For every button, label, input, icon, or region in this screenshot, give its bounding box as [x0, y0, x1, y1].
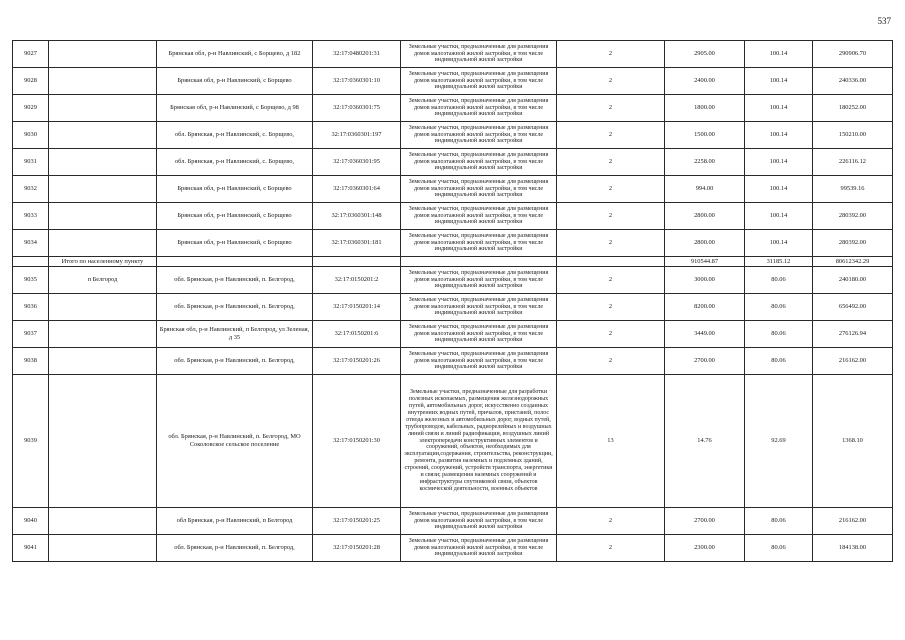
- land-use-cell: Земельные участки, предназначенные для размещения домов малоэтажной жилой застройки, в том числе индивидуальной жилой застройки: [401, 203, 557, 230]
- use-group-cell: 2: [557, 122, 665, 149]
- table-row: [13, 203, 893, 230]
- cadastral-number-cell: 32:17:0150201:26: [313, 348, 401, 375]
- address-cell: обл. Брянская, р-н Навлинский, с. Борщево,: [157, 149, 313, 176]
- total-empty-cell: [157, 257, 313, 267]
- locality-cell: [49, 95, 157, 122]
- address-cell: обл. Брянская, р-н Навлинский, п. Белгород, МО Соколовское сельское поселение: [157, 375, 313, 508]
- locality-cell: [49, 230, 157, 257]
- address-cell: обл Брянская, р-н Навлинский, п Белгород: [157, 508, 313, 535]
- table-row: [13, 95, 893, 122]
- cadastral-number-cell: 32:17:0360301:181: [313, 230, 401, 257]
- cadastral-number-cell: 32:17:0360301:197: [313, 122, 401, 149]
- area-cell: 2800.00: [665, 203, 745, 230]
- use-group-cell: 2: [557, 203, 665, 230]
- land-use-cell: Земельные участки, предназначенные для размещения домов малоэтажной жилой застройки, в том числе индивидуальной жилой застройки: [401, 230, 557, 257]
- address-cell: обл. Брянская, р-н Навлинский, п. Белгород,: [157, 535, 313, 562]
- address-cell: Брянская обл, р-н Навлинский, с Борщево: [157, 68, 313, 95]
- locality-cell: [49, 122, 157, 149]
- cadastral-number-cell: 32:17:0360301:64: [313, 176, 401, 203]
- specific-value-cell: 80.06: [745, 508, 813, 535]
- address-cell: Брянская обл, р-н Навлинский, п Белгород, ул Зеленая, д 35: [157, 321, 313, 348]
- area-cell: 3449.00: [665, 321, 745, 348]
- cadastral-number-cell: 32:17:0360301:75: [313, 95, 401, 122]
- total-label: Итого по населенному пункту: [49, 257, 157, 267]
- specific-value-cell: 100.14: [745, 203, 813, 230]
- locality-cell: [49, 149, 157, 176]
- locality-cell: п Белгород: [49, 267, 157, 294]
- cadastral-value-cell: 150210.00: [813, 122, 893, 149]
- use-group-cell: 2: [557, 149, 665, 176]
- specific-value-cell: 80.06: [745, 348, 813, 375]
- cadastral-number-cell: 32:17:0480201:31: [313, 41, 401, 68]
- cadastral-value-cell: 180252.00: [813, 95, 893, 122]
- total-num-cell: [13, 257, 49, 267]
- row-number: 9027: [13, 41, 49, 68]
- total-empty-cell: [401, 257, 557, 267]
- cadastral-value-cell: 290906.70: [813, 41, 893, 68]
- cadastral-number-cell: 32:17:0150201:25: [313, 508, 401, 535]
- row-number: 9034: [13, 230, 49, 257]
- row-number: 9030: [13, 122, 49, 149]
- locality-cell: [49, 535, 157, 562]
- specific-value-cell: 80.06: [745, 321, 813, 348]
- specific-value-cell: 100.14: [745, 95, 813, 122]
- row-number: 9040: [13, 508, 49, 535]
- use-group-cell: 13: [557, 375, 665, 508]
- cadastral-value-cell: 1368.10: [813, 375, 893, 508]
- use-group-cell: 2: [557, 41, 665, 68]
- address-cell: Брянская обл, р-н Навлинский, с Борщево, д 98: [157, 95, 313, 122]
- land-use-cell: Земельные участки, предназначенные для размещения домов малоэтажной жилой застройки, в том числе индивидуальной жилой застройки: [401, 122, 557, 149]
- specific-value-cell: 100.14: [745, 176, 813, 203]
- specific-value-cell: 80.06: [745, 535, 813, 562]
- land-use-cell: Земельные участки, предназначенные для размещения домов малоэтажной жилой застройки, в том числе индивидуальной жилой застройки: [401, 348, 557, 375]
- row-number: 9031: [13, 149, 49, 176]
- land-use-cell: Земельные участки, предназначенные для разработки полезных ископаемых, размещения железнодорожных путей, автомобильных дорог, искусственно созданных внутренних водных путей, причалов, пристаней, полос отвода железных и автомобильных дорог, водных путей, трубопроводов, кабельных, радиорелейных и воздушных линий связи и линий радиофикации, воздушных линий электропередачи конструктивных элементов и сооружений, объектов, необходимых для эксплуатации,содержания, строительства, реконструкции, ремонта, развития наземных и подземных зданий, строений, сооружений, устройств транспорта, энергетики и связи; размещения наземных сооружений и инфраструктуры спутниковой связи, объектов космической деятельности, военных объектов: [401, 375, 557, 508]
- table-row: [13, 176, 893, 203]
- cadastral-number-cell: 32:17:0150201:30: [313, 375, 401, 508]
- land-use-cell: Земельные участки, предназначенные для размещения домов малоэтажной жилой застройки, в том числе индивидуальной жилой застройки: [401, 508, 557, 535]
- cadastral-number-cell: 32:17:0150201:28: [313, 535, 401, 562]
- area-cell: 994.00: [665, 176, 745, 203]
- address-cell: обл. Брянская, р-н Навлинский, п. Белгород,: [157, 294, 313, 321]
- table-row: [13, 294, 893, 321]
- specific-value-cell: 100.14: [745, 41, 813, 68]
- land-use-cell: Земельные участки, предназначенные для размещения домов малоэтажной жилой застройки, в том числе индивидуальной жилой застройки: [401, 41, 557, 68]
- use-group-cell: 2: [557, 535, 665, 562]
- total-value: 80612342.29: [813, 257, 893, 267]
- area-cell: 2258.00: [665, 149, 745, 176]
- address-cell: обл. Брянская, р-н Навлинский, с. Борщево,: [157, 122, 313, 149]
- use-group-cell: 2: [557, 267, 665, 294]
- use-group-cell: 2: [557, 176, 665, 203]
- specific-value-cell: 100.14: [745, 230, 813, 257]
- locality-cell: [49, 321, 157, 348]
- row-number: 9039: [13, 375, 49, 508]
- land-use-cell: Земельные участки, предназначенные для размещения домов малоэтажной жилой застройки, в том числе индивидуальной жилой застройки: [401, 149, 557, 176]
- use-group-cell: 2: [557, 348, 665, 375]
- locality-cell: [49, 68, 157, 95]
- total-empty-cell: [557, 257, 665, 267]
- cadastral-value-cell: 216162.00: [813, 508, 893, 535]
- table-row: [13, 230, 893, 257]
- cadastral-value-cell: 216162.00: [813, 348, 893, 375]
- specific-value-cell: 80.06: [745, 267, 813, 294]
- locality-total-row: [13, 257, 893, 267]
- page-number: 537: [877, 16, 891, 26]
- cadastral-number-cell: 32:17:0150201:14: [313, 294, 401, 321]
- cadastral-number-cell: 32:17:0360301:10: [313, 68, 401, 95]
- land-use-cell: Земельные участки, предназначенные для размещения домов малоэтажной жилой застройки, в том числе индивидуальной жилой застройки: [401, 176, 557, 203]
- row-number: 9036: [13, 294, 49, 321]
- table-row: [13, 321, 893, 348]
- specific-value-cell: 100.14: [745, 122, 813, 149]
- land-use-cell: Земельные участки, предназначенные для размещения домов малоэтажной жилой застройки, в том числе индивидуальной жилой застройки: [401, 95, 557, 122]
- cadastral-value-cell: 280392.00: [813, 230, 893, 257]
- table-row: [13, 267, 893, 294]
- total-price: 31185.12: [745, 257, 813, 267]
- use-group-cell: 2: [557, 321, 665, 348]
- cadastral-number-cell: 32:17:0360301:148: [313, 203, 401, 230]
- area-cell: 14.76: [665, 375, 745, 508]
- cadastral-number-cell: 32:17:0360301:95: [313, 149, 401, 176]
- cadastral-number-cell: 32:17:0150201:6: [313, 321, 401, 348]
- cadastral-value-cell: 280392.00: [813, 203, 893, 230]
- locality-cell: [49, 375, 157, 508]
- locality-cell: [49, 176, 157, 203]
- cadastral-value-cell: 240180.00: [813, 267, 893, 294]
- locality-cell: [49, 41, 157, 68]
- locality-cell: [49, 508, 157, 535]
- area-cell: 2800.00: [665, 230, 745, 257]
- use-group-cell: 2: [557, 294, 665, 321]
- address-cell: Брянская обл, р-н Навлинский, с Борщево: [157, 230, 313, 257]
- land-use-cell: Земельные участки, предназначенные для размещения домов малоэтажной жилой застройки, в том числе индивидуальной жилой застройки: [401, 68, 557, 95]
- use-group-cell: 2: [557, 95, 665, 122]
- address-cell: обл. Брянская, р-н Навлинский, п. Белгород,: [157, 267, 313, 294]
- specific-value-cell: 80.06: [745, 294, 813, 321]
- locality-cell: [49, 348, 157, 375]
- cadastral-value-cell: 240336.00: [813, 68, 893, 95]
- area-cell: 2400.00: [665, 68, 745, 95]
- specific-value-cell: 100.14: [745, 68, 813, 95]
- use-group-cell: 2: [557, 68, 665, 95]
- land-use-cell: Земельные участки, предназначенные для размещения домов малоэтажной жилой застройки, в том числе индивидуальной жилой застройки: [401, 294, 557, 321]
- specific-value-cell: 100.14: [745, 149, 813, 176]
- locality-cell: [49, 294, 157, 321]
- cadastral-number-cell: 32:17:0150201:2: [313, 267, 401, 294]
- table-row: [13, 68, 893, 95]
- land-use-cell: Земельные участки, предназначенные для размещения домов малоэтажной жилой застройки, в том числе индивидуальной жилой застройки: [401, 535, 557, 562]
- area-cell: 2700.00: [665, 508, 745, 535]
- row-number: 9035: [13, 267, 49, 294]
- area-cell: 1800.00: [665, 95, 745, 122]
- address-cell: Брянская обл, р-н Навлинский, с Борщево: [157, 203, 313, 230]
- use-group-cell: 2: [557, 508, 665, 535]
- table-row: [13, 375, 893, 508]
- row-number: 9032: [13, 176, 49, 203]
- total-area: 910544.87: [665, 257, 745, 267]
- table-row: [13, 508, 893, 535]
- row-number: 9037: [13, 321, 49, 348]
- table-row: [13, 122, 893, 149]
- table-row: [13, 41, 893, 68]
- locality-cell: [49, 203, 157, 230]
- address-cell: Брянская обл, р-н Навлинский, с Борщево: [157, 176, 313, 203]
- specific-value-cell: 92.69: [745, 375, 813, 508]
- use-group-cell: 2: [557, 230, 665, 257]
- row-number: 9041: [13, 535, 49, 562]
- table-row: [13, 149, 893, 176]
- area-cell: 8200.00: [665, 294, 745, 321]
- area-cell: 2300.00: [665, 535, 745, 562]
- row-number: 9028: [13, 68, 49, 95]
- cadastral-value-cell: 276126.94: [813, 321, 893, 348]
- area-cell: 2700.00: [665, 348, 745, 375]
- row-number: 9033: [13, 203, 49, 230]
- table-row: [13, 348, 893, 375]
- table-row: [13, 535, 893, 562]
- address-cell: обл. Брянская, р-н Навлинский, п. Белгород,: [157, 348, 313, 375]
- cadastral-value-cell: 226116.12: [813, 149, 893, 176]
- row-number: 9029: [13, 95, 49, 122]
- cadastral-value-cell: 184138.00: [813, 535, 893, 562]
- cadastral-value-cell: 656492.00: [813, 294, 893, 321]
- address-cell: Брянская обл, р-н Навлинский, с Борщево, д 182: [157, 41, 313, 68]
- total-empty-cell: [313, 257, 401, 267]
- area-cell: 3000.00: [665, 267, 745, 294]
- land-use-cell: Земельные участки, предназначенные для размещения домов малоэтажной жилой застройки, в том числе индивидуальной жилой застройки: [401, 267, 557, 294]
- row-number: 9038: [13, 348, 49, 375]
- land-use-cell: Земельные участки, предназначенные для размещения домов малоэтажной жилой застройки, в том числе индивидуальной жилой застройки: [401, 321, 557, 348]
- area-cell: 2905.00: [665, 41, 745, 68]
- cadastral-value-table: [12, 40, 893, 562]
- area-cell: 1500.00: [665, 122, 745, 149]
- cadastral-value-cell: 99539.16: [813, 176, 893, 203]
